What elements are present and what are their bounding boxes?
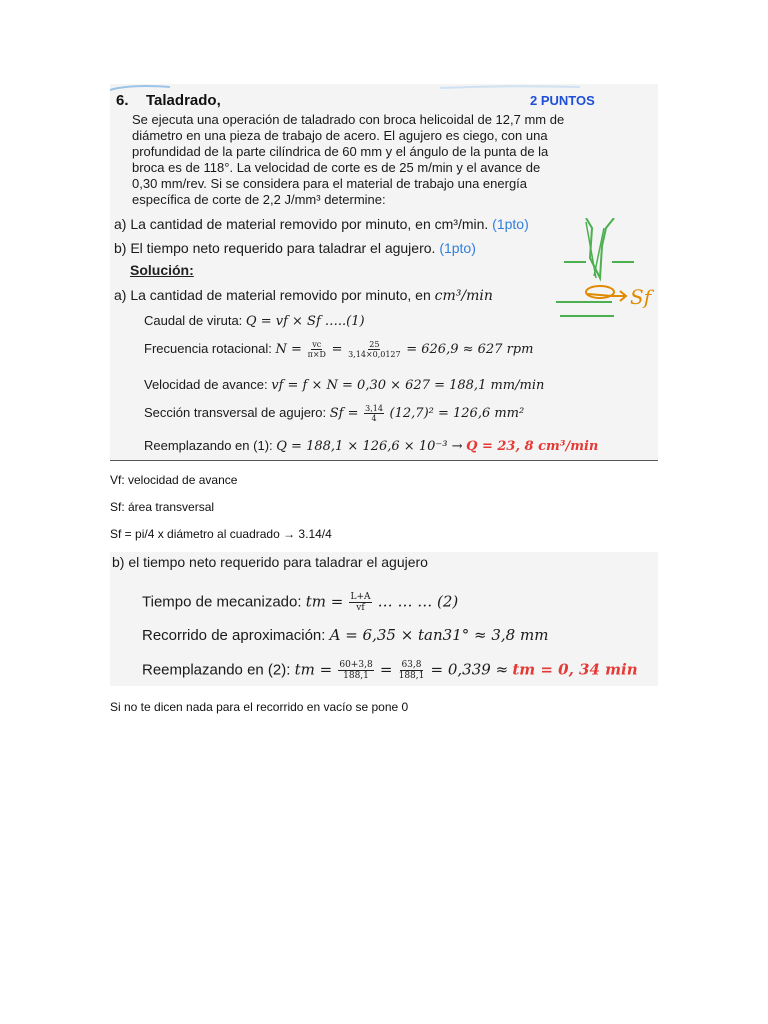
problem-title: Taladrado, <box>146 92 221 109</box>
result-tm: tm = 0, 34 min <box>512 660 638 679</box>
statement-line-3: profundidad de la parte cilíndrica de 60 mm y el ángulo de la punta de la <box>132 144 549 159</box>
eq-reemplazando-1: Reemplazando en (1): Q = 188,1 × 126,6 × 10⁻³ → Q = 23, 8 cm³/min <box>144 438 599 454</box>
sketch-sf-label: Sf <box>630 285 652 309</box>
eq-caudal: Caudal de viruta: Q = vf × Sf …..(1) <box>144 313 365 329</box>
question-b: b) El tiempo neto requerido para taladrar el agujero. (1pto) <box>114 240 476 256</box>
note-recorrido-vacio: Si no te dicen nada para el recorrido en vacío se pone 0 <box>110 700 409 714</box>
result-q: Q = 23, 8 cm³/min <box>466 439 599 454</box>
solution-heading: Solución: <box>130 262 194 278</box>
statement-line-1: Se ejecuta una operación de taladrado con broca helicoidal de 12,7 mm de <box>132 112 565 127</box>
eq-tiempo-mecanizado: Tiempo de mecanizado: tm = $\frac{L+A}{vf}$ … … … (2) <box>142 592 459 613</box>
question-a: a) La cantidad de material removido por minuto, en cm³/min. (1pto) <box>114 216 529 232</box>
statement-line-6: específica de corte de 2,2 J/mm³ determine: <box>132 192 386 207</box>
solution-a-heading: a) La cantidad de material removido por minuto, en cm³/min <box>114 287 493 304</box>
eq-recorrido: Recorrido de aproximación: A = 6,35 × tan31° ≈ 3,8 mm <box>142 626 549 644</box>
note-sf: Sf: área transversal <box>110 500 215 514</box>
points-label: 2 PUNTOS <box>530 93 595 108</box>
problem-number: 6. <box>116 92 129 109</box>
statement-line-4: broca es de 118°. La velocidad de corte es de 25 m/min y el avance de <box>132 160 541 175</box>
statement-line-2: diámetro en una pieza de trabajo de acero. El agujero es ciego, con una <box>132 128 548 143</box>
note-sf-formula: Sf = pi/4 x diámetro al cuadrado → 3.14/4 <box>110 527 332 541</box>
statement-line-5: 0,30 mm/rev. Si se considera para el material de trabajo una energía <box>132 176 528 191</box>
problem-image <box>110 84 658 461</box>
drill-sketch <box>556 218 656 324</box>
note-vf: Vf: velocidad de avance <box>110 473 238 487</box>
eq-velocidad-avance: Velocidad de avance: vf = f × N = 0,30 × 627 = 188,1 mm/min <box>144 377 545 393</box>
part-b-image <box>110 552 658 686</box>
eq-seccion: Sección transversal de agujero: Sf = $\frac{3,14}{4}$ (12,7)² = 126,6 mm² <box>144 404 525 423</box>
eq-frecuencia: Frecuencia rotacional: N = $\frac{vc}{\pi\times D}$ = $\frac{25}{3,14\times 0,0127}$ = 626,9 ≈ 627 rpm <box>144 340 534 359</box>
part-b-heading: b) el tiempo neto requerido para taladrar el agujero <box>112 554 428 570</box>
eq-reemplazando-2: Reemplazando en (2): tm = $\frac{60+3,8}{188,1}$ = $\frac{63,8}{188,1}$ = 0,339 ≈ tm = 0, 34 min <box>142 660 638 681</box>
